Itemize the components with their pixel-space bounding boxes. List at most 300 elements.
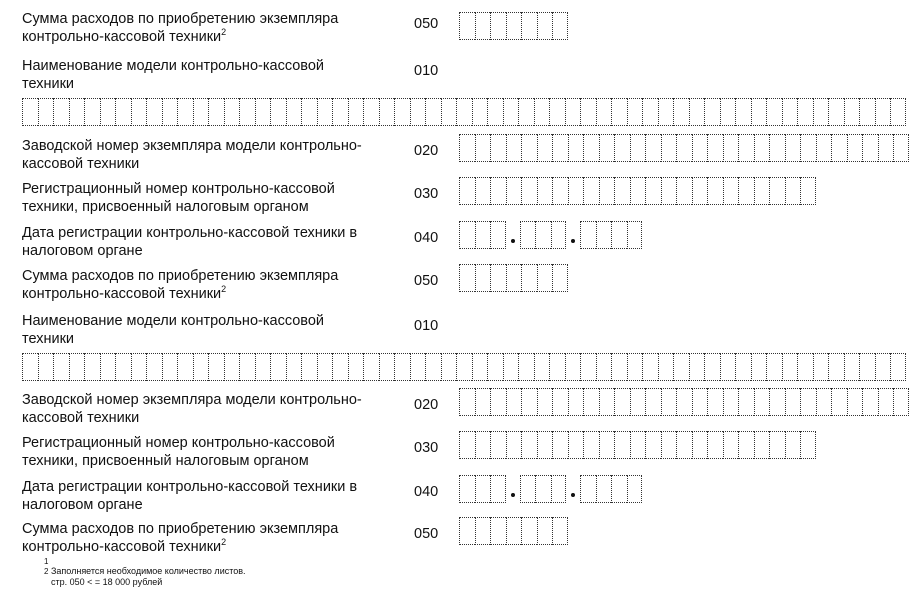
footnote-text: стр. 050 < = 18 000 рублей [51, 577, 163, 587]
input-cell[interactable] [614, 388, 630, 416]
input-cell[interactable] [520, 475, 536, 503]
input-cell[interactable] [568, 134, 584, 162]
input-cell[interactable] [503, 98, 519, 126]
field-label [22, 312, 407, 348]
date-cell-group[interactable] [520, 221, 567, 249]
input-cell[interactable] [583, 177, 599, 205]
input-cell[interactable] [692, 431, 708, 459]
input-cell[interactable] [301, 353, 317, 381]
input-cell[interactable] [506, 517, 522, 545]
input-cell[interactable] [565, 353, 581, 381]
input-cell[interactable] [847, 388, 863, 416]
input-cell[interactable] [813, 98, 829, 126]
input-cell[interactable] [738, 134, 754, 162]
input-cell[interactable] [596, 221, 612, 249]
input-cell[interactable] [425, 353, 441, 381]
serial-number-input-cells[interactable] [459, 134, 909, 162]
input-cell[interactable] [490, 221, 506, 249]
input-cell[interactable] [537, 177, 553, 205]
input-cell[interactable] [537, 134, 553, 162]
input-cell[interactable] [704, 353, 720, 381]
input-cell[interactable] [565, 98, 581, 126]
input-cell[interactable] [689, 353, 705, 381]
input-cell[interactable] [475, 134, 491, 162]
input-cell[interactable] [847, 134, 863, 162]
input-cell[interactable] [475, 475, 491, 503]
input-cell[interactable] [475, 431, 491, 459]
input-cell[interactable] [661, 177, 677, 205]
registration-date-input-cells[interactable] [459, 475, 642, 503]
label-line-2: контрольно-кассовой техники [22, 29, 222, 45]
input-cell[interactable] [146, 353, 162, 381]
input-cell[interactable] [394, 98, 410, 126]
input-cell[interactable] [769, 388, 785, 416]
input-cell[interactable] [459, 12, 475, 40]
input-cell[interactable] [816, 388, 832, 416]
input-cell[interactable] [862, 134, 878, 162]
input-cell[interactable] [831, 388, 847, 416]
input-cell[interactable] [521, 388, 537, 416]
input-cell[interactable] [800, 177, 816, 205]
input-cell[interactable] [459, 517, 475, 545]
input-cell[interactable] [552, 388, 568, 416]
input-cell[interactable] [441, 98, 457, 126]
registration-number-input-cells[interactable] [459, 431, 816, 459]
line-code: 050 [414, 16, 439, 32]
input-cell[interactable] [506, 388, 522, 416]
input-cell[interactable] [475, 177, 491, 205]
input-cell[interactable] [630, 177, 646, 205]
input-cell[interactable] [769, 134, 785, 162]
input-cell[interactable] [580, 353, 596, 381]
input-cell[interactable] [348, 98, 364, 126]
input-cell[interactable] [751, 98, 767, 126]
input-cell[interactable] [193, 98, 209, 126]
input-cell[interactable] [521, 264, 537, 292]
input-cell[interactable] [100, 98, 116, 126]
input-cell[interactable] [490, 517, 506, 545]
date-cell-group[interactable] [520, 475, 567, 503]
input-cell[interactable] [410, 98, 426, 126]
input-cell[interactable] [22, 353, 38, 381]
line-code: 050 [414, 526, 439, 542]
input-cell[interactable] [630, 388, 646, 416]
input-cell[interactable] [69, 98, 85, 126]
input-cell[interactable] [459, 388, 475, 416]
input-cell[interactable] [286, 98, 302, 126]
input-cell[interactable] [797, 98, 813, 126]
input-cell[interactable] [490, 388, 506, 416]
input-cell[interactable] [224, 353, 240, 381]
input-cell[interactable] [456, 353, 472, 381]
input-cell[interactable] [490, 177, 506, 205]
input-cell[interactable] [475, 388, 491, 416]
date-cell-group[interactable] [459, 221, 506, 249]
input-cell[interactable] [611, 475, 627, 503]
input-cell[interactable] [475, 221, 491, 249]
input-cell[interactable] [692, 177, 708, 205]
input-cell[interactable] [270, 98, 286, 126]
input-cell[interactable] [813, 353, 829, 381]
input-cell[interactable] [692, 388, 708, 416]
input-cell[interactable] [255, 98, 271, 126]
input-cell[interactable] [459, 177, 475, 205]
input-cell[interactable] [800, 134, 816, 162]
input-cell[interactable] [735, 98, 751, 126]
label-line-1: Заводской номер экземпляра модели контрольно- [22, 138, 362, 154]
input-cell[interactable] [332, 353, 348, 381]
input-cell[interactable] [599, 177, 615, 205]
input-cell[interactable] [520, 221, 536, 249]
input-cell[interactable] [53, 98, 69, 126]
input-cell[interactable] [785, 431, 801, 459]
input-cell[interactable] [723, 388, 739, 416]
line-code: 020 [414, 397, 439, 413]
input-cell[interactable] [459, 431, 475, 459]
input-cell[interactable] [720, 98, 736, 126]
input-cell[interactable] [800, 431, 816, 459]
label-line-1: Сумма расходов по приобретению экземпляра [22, 268, 339, 284]
input-cell[interactable] [676, 134, 692, 162]
input-cell[interactable] [286, 353, 302, 381]
input-cell[interactable] [459, 221, 475, 249]
registration-date-input-cells[interactable] [459, 221, 642, 249]
input-cell[interactable] [53, 353, 69, 381]
input-cell[interactable] [676, 388, 692, 416]
input-cell[interactable] [611, 221, 627, 249]
input-cell[interactable] [131, 353, 147, 381]
input-cell[interactable] [490, 475, 506, 503]
input-cell[interactable] [537, 431, 553, 459]
input-cell[interactable] [177, 353, 193, 381]
label-line-2: техники, присвоенный налоговым органом [22, 199, 309, 215]
input-cell[interactable] [580, 475, 596, 503]
input-cell[interactable] [38, 98, 54, 126]
input-cell[interactable] [506, 134, 522, 162]
input-cell[interactable] [552, 517, 568, 545]
input-cell[interactable] [459, 134, 475, 162]
input-cell[interactable] [568, 431, 584, 459]
input-cell[interactable] [580, 98, 596, 126]
input-cell[interactable] [425, 98, 441, 126]
input-cell[interactable] [766, 98, 782, 126]
footnote-2 [44, 566, 246, 578]
input-cell[interactable] [535, 221, 551, 249]
input-cell[interactable] [518, 98, 534, 126]
input-cell[interactable] [475, 517, 491, 545]
input-cell[interactable] [878, 134, 894, 162]
input-cell[interactable] [521, 431, 537, 459]
input-cell[interactable] [707, 177, 723, 205]
input-cell[interactable] [645, 177, 661, 205]
input-cell[interactable] [348, 353, 364, 381]
input-cell[interactable] [785, 177, 801, 205]
model-name-input-cells[interactable] [22, 353, 906, 381]
input-cell[interactable] [658, 98, 674, 126]
input-cell[interactable] [535, 475, 551, 503]
input-cell[interactable] [645, 431, 661, 459]
input-cell[interactable] [568, 177, 584, 205]
input-cell[interactable] [506, 264, 522, 292]
input-cell[interactable] [754, 177, 770, 205]
input-cell[interactable] [627, 98, 643, 126]
input-cell[interactable] [893, 134, 909, 162]
input-cell[interactable] [521, 134, 537, 162]
input-cell[interactable] [769, 431, 785, 459]
input-cell[interactable] [115, 98, 131, 126]
input-cell[interactable] [859, 98, 875, 126]
input-cell[interactable] [862, 388, 878, 416]
input-cell[interactable] [859, 353, 875, 381]
input-cell[interactable] [785, 134, 801, 162]
input-cell[interactable] [552, 12, 568, 40]
label-line-1: Регистрационный номер контрольно-кассовой [22, 181, 335, 197]
input-cell[interactable] [208, 98, 224, 126]
date-cell-group[interactable] [580, 221, 642, 249]
input-cell[interactable] [754, 388, 770, 416]
input-cell[interactable] [661, 431, 677, 459]
input-cell[interactable] [599, 388, 615, 416]
input-cell[interactable] [379, 98, 395, 126]
input-cell[interactable] [456, 98, 472, 126]
input-cell[interactable] [630, 134, 646, 162]
input-cell[interactable] [800, 388, 816, 416]
input-cell[interactable] [723, 177, 739, 205]
input-cell[interactable] [797, 353, 813, 381]
input-cell[interactable] [689, 98, 705, 126]
input-cell[interactable] [521, 517, 537, 545]
input-cell[interactable] [720, 353, 736, 381]
input-cell[interactable] [162, 353, 178, 381]
input-cell[interactable] [661, 134, 677, 162]
input-cell[interactable] [676, 177, 692, 205]
input-cell[interactable] [552, 177, 568, 205]
input-cell[interactable] [131, 98, 147, 126]
input-cell[interactable] [704, 98, 720, 126]
input-cell[interactable] [537, 388, 553, 416]
input-cell[interactable] [487, 353, 503, 381]
footnote-text: Заполняется необходимое количество листов. [50, 565, 246, 576]
serial-number-input-cells[interactable] [459, 388, 909, 416]
input-cell[interactable] [583, 388, 599, 416]
input-cell[interactable] [379, 353, 395, 381]
input-cell[interactable] [673, 353, 689, 381]
input-cell[interactable] [596, 475, 612, 503]
input-cell[interactable] [549, 98, 565, 126]
input-cell[interactable] [239, 98, 255, 126]
input-cell[interactable] [766, 353, 782, 381]
input-cell[interactable] [193, 353, 209, 381]
input-cell[interactable] [472, 98, 488, 126]
input-cell[interactable] [785, 388, 801, 416]
input-cell[interactable] [754, 134, 770, 162]
input-cell[interactable] [645, 388, 661, 416]
input-cell[interactable] [614, 431, 630, 459]
input-cell[interactable] [162, 98, 178, 126]
line-code: 030 [414, 186, 439, 202]
input-cell[interactable] [332, 98, 348, 126]
input-cell[interactable] [552, 134, 568, 162]
input-cell[interactable] [255, 353, 271, 381]
input-cell[interactable] [475, 12, 491, 40]
input-cell[interactable] [84, 98, 100, 126]
input-cell[interactable] [723, 431, 739, 459]
input-cell[interactable] [875, 98, 891, 126]
input-cell[interactable] [692, 134, 708, 162]
input-cell[interactable] [506, 431, 522, 459]
field-label [22, 180, 407, 216]
field-label [22, 57, 407, 93]
amount-input-cells[interactable] [459, 12, 568, 40]
input-cell[interactable] [580, 221, 596, 249]
date-separator-dot [566, 221, 580, 249]
input-cell[interactable] [552, 264, 568, 292]
registration-number-input-cells[interactable] [459, 177, 816, 205]
input-cell[interactable] [611, 353, 627, 381]
input-cell[interactable] [38, 353, 54, 381]
input-cell[interactable] [490, 264, 506, 292]
input-cell[interactable] [890, 98, 906, 126]
label-line-2: кассовой техники [22, 156, 140, 172]
input-cell[interactable] [831, 134, 847, 162]
input-cell[interactable] [459, 475, 475, 503]
input-cell[interactable] [844, 353, 860, 381]
input-cell[interactable] [627, 221, 643, 249]
input-cell[interactable] [177, 98, 193, 126]
input-cell[interactable] [645, 134, 661, 162]
input-cell[interactable] [568, 388, 584, 416]
input-cell[interactable] [490, 134, 506, 162]
input-cell[interactable] [583, 134, 599, 162]
input-cell[interactable] [738, 431, 754, 459]
input-cell[interactable] [537, 264, 553, 292]
input-cell[interactable] [521, 177, 537, 205]
footnote-number: 2 [44, 566, 49, 576]
input-cell[interactable] [410, 353, 426, 381]
line-code: 050 [414, 273, 439, 289]
amount-input-cells[interactable] [459, 517, 568, 545]
input-cell[interactable] [22, 98, 38, 126]
date-cell-group[interactable] [580, 475, 642, 503]
input-cell[interactable] [363, 98, 379, 126]
input-cell[interactable] [552, 431, 568, 459]
input-cell[interactable] [844, 98, 860, 126]
input-cell[interactable] [506, 177, 522, 205]
input-cell[interactable] [735, 353, 751, 381]
input-cell[interactable] [676, 431, 692, 459]
input-cell[interactable] [782, 98, 798, 126]
input-cell[interactable] [506, 12, 522, 40]
field-label [22, 224, 407, 260]
input-cell[interactable] [642, 353, 658, 381]
input-cell[interactable] [270, 353, 286, 381]
input-cell[interactable] [487, 98, 503, 126]
input-cell[interactable] [69, 353, 85, 381]
input-cell[interactable] [100, 353, 116, 381]
input-cell[interactable] [549, 353, 565, 381]
input-cell[interactable] [738, 177, 754, 205]
input-cell[interactable] [738, 388, 754, 416]
input-cell[interactable] [534, 98, 550, 126]
input-cell[interactable] [490, 431, 506, 459]
input-cell[interactable] [84, 353, 100, 381]
input-cell[interactable] [518, 353, 534, 381]
input-cell[interactable] [611, 98, 627, 126]
input-cell[interactable] [614, 177, 630, 205]
input-cell[interactable] [782, 353, 798, 381]
input-cell[interactable] [208, 353, 224, 381]
input-cell[interactable] [537, 12, 553, 40]
input-cell[interactable] [363, 353, 379, 381]
input-cell[interactable] [627, 475, 643, 503]
input-cell[interactable] [661, 388, 677, 416]
input-cell[interactable] [723, 134, 739, 162]
input-cell[interactable] [551, 221, 567, 249]
input-cell[interactable] [658, 353, 674, 381]
input-cell[interactable] [627, 353, 643, 381]
input-cell[interactable] [115, 353, 131, 381]
input-cell[interactable] [472, 353, 488, 381]
input-cell[interactable] [394, 353, 410, 381]
input-cell[interactable] [503, 353, 519, 381]
input-cell[interactable] [769, 177, 785, 205]
input-cell[interactable] [673, 98, 689, 126]
input-cell[interactable] [317, 98, 333, 126]
input-cell[interactable] [890, 353, 906, 381]
input-cell[interactable] [301, 98, 317, 126]
label-line-1: Дата регистрации контрольно-кассовой техники в [22, 479, 358, 495]
input-cell[interactable] [875, 353, 891, 381]
input-cell[interactable] [596, 98, 612, 126]
input-cell[interactable] [146, 98, 162, 126]
input-cell[interactable] [521, 12, 537, 40]
input-cell[interactable] [707, 431, 723, 459]
input-cell[interactable] [751, 353, 767, 381]
input-cell[interactable] [551, 475, 567, 503]
input-cell[interactable] [754, 431, 770, 459]
input-cell[interactable] [828, 353, 844, 381]
input-cell[interactable] [441, 353, 457, 381]
input-cell[interactable] [707, 388, 723, 416]
input-cell[interactable] [583, 431, 599, 459]
label-line-2: налоговом органе [22, 243, 143, 259]
input-cell[interactable] [707, 134, 723, 162]
input-cell[interactable] [828, 98, 844, 126]
input-cell[interactable] [893, 388, 909, 416]
input-cell[interactable] [599, 134, 615, 162]
input-cell[interactable] [490, 12, 506, 40]
input-cell[interactable] [537, 517, 553, 545]
input-cell[interactable] [459, 264, 475, 292]
field-label [22, 478, 407, 514]
input-cell[interactable] [878, 388, 894, 416]
amount-input-cells[interactable] [459, 264, 568, 292]
input-cell[interactable] [596, 353, 612, 381]
input-cell[interactable] [816, 134, 832, 162]
input-cell[interactable] [534, 353, 550, 381]
input-cell[interactable] [239, 353, 255, 381]
input-cell[interactable] [614, 134, 630, 162]
input-cell[interactable] [630, 431, 646, 459]
input-cell[interactable] [224, 98, 240, 126]
input-cell[interactable] [599, 431, 615, 459]
input-cell[interactable] [317, 353, 333, 381]
date-cell-group[interactable] [459, 475, 506, 503]
label-line-1: Наименование модели контрольно-кассовой [22, 58, 324, 74]
model-name-input-cells[interactable] [22, 98, 906, 126]
input-cell[interactable] [475, 264, 491, 292]
input-cell[interactable] [642, 98, 658, 126]
